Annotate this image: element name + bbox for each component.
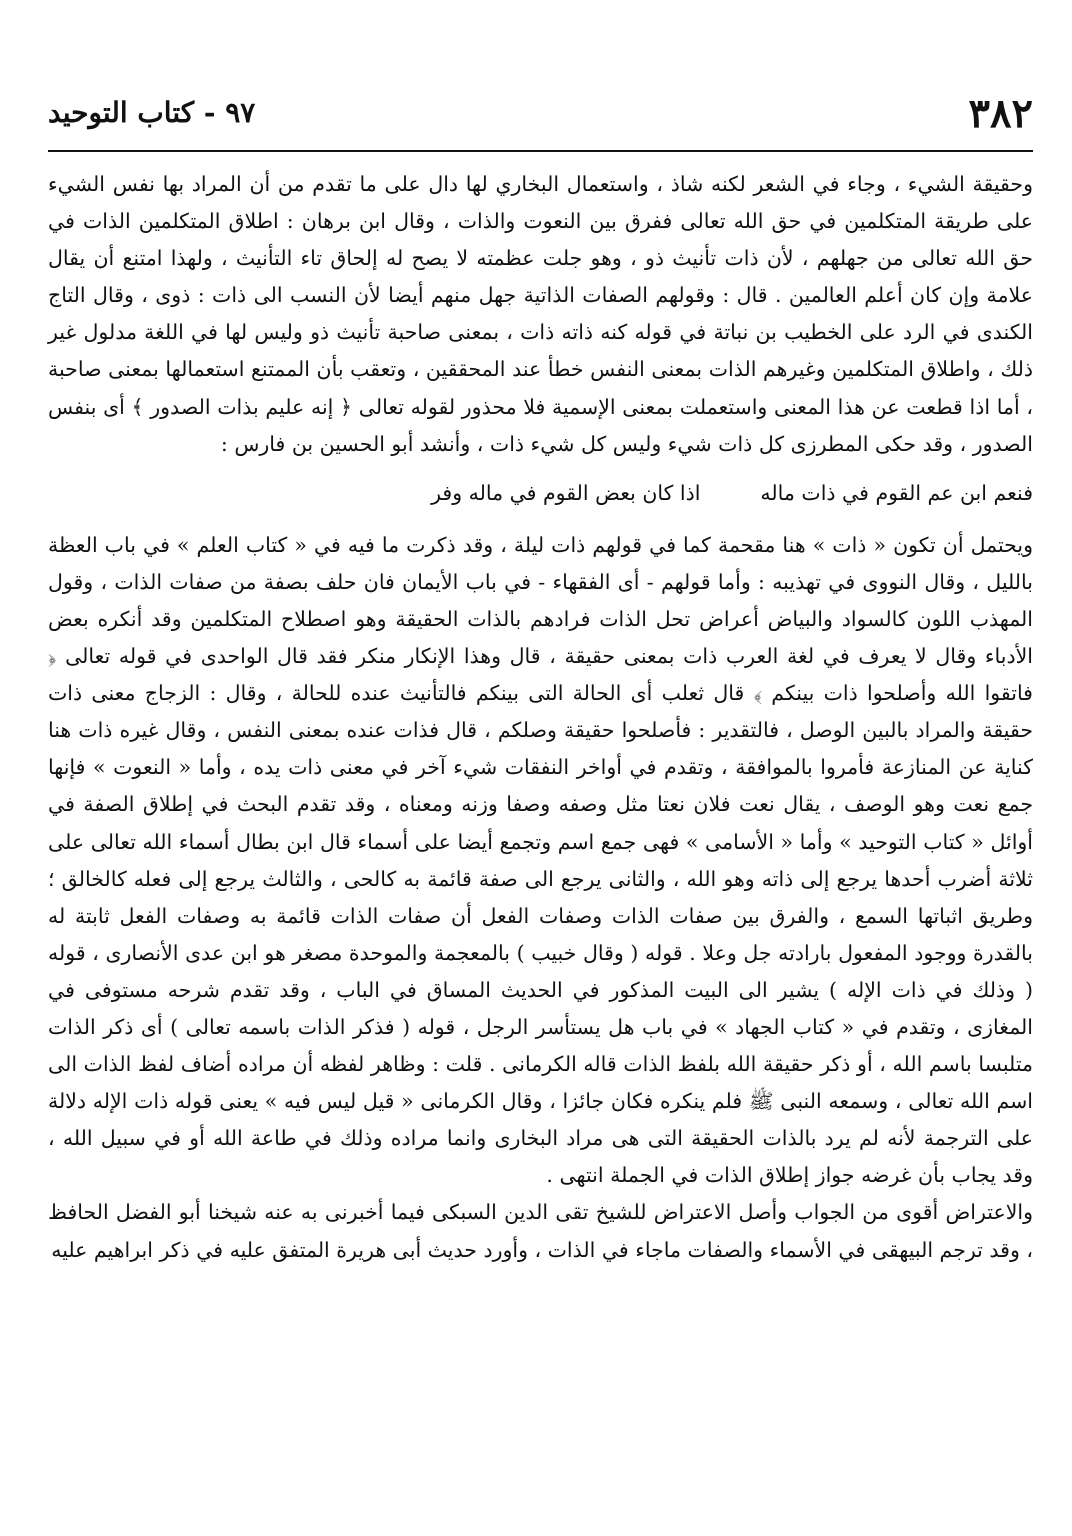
paragraph: والاعتراض أقوى من الجواب وأصل الاعتراض للشيخ تقى الدين السبكى فيما أخبرنى به عنه شيخنا أبو الفضل الحافظ ، وقد ترجم البيهقى في الأسماء والصفات ماجاء في الذات ، وأورد حديث أبى هريرة المتفق عليه في ذكر ابراهيم عليه <box>48 1200 1033 1262</box>
paragraph: ويحتمل أن تكون « ذات » هنا مقحمة كما في قولهم ذات ليلة ، وقد ذكرت ما فيه في « كتاب العلم » في باب العظة بالليل ، وقال النووى في تهذيبه : وأما قولهم - أى الفقهاء - في باب الأيمان فان حلف بصفة من صفات الذات ، وقول المهذب اللون كالسواد والبياض أعراض تحل الذات فرادهم بالذات الحقيقة وهو اصطلاح المتكلمين وقد أنكره بعض الأدباء وقال لا يعرف في لغة العرب ذات بمعنى حقيقة ، قال وهذا الإنكار منكر فقد قال الواحدى في قوله تعالى ﴿ فاتقوا الله وأصلحوا ذات بينكم ﴾ قال ثعلب أى الحالة التى بينكم فالتأنيث عنده للحالة ، وقال : الزجاج معنى ذات حقيقة والمراد بالبين الوصل ، فالتقدير : فأصلحوا حقيقة وصلكم ، قال فذات عنده بمعنى النفس ، وقال غيره ذات هنا كناية عن المنازعة فأمروا بالموافقة ، وتقدم في أواخر النفقات شيء آخر في معنى ذات يده ، وأما « النعوت » فإنها جمع نعت وهو الوصف ، يقال نعت فلان نعتا مثل وصفه وصفا وزنه ومعناه ، وقد تقدم البحث في إطلاق الصفة في أوائل « كتاب التوحيد » وأما « الأسامى » فهى جمع اسم وتجمع أيضا على أسماء قال ابن بطال أسماء الله تعالى على ثلاثة أضرب أحدها يرجع إلى ذاته وهو الله ، والثانى يرجع الى صفة قائمة به كالحى ، والثالث يرجع إلى فعله كالخالق ؛ وطريق اثباتها السمع ، والفرق بين صفات الذات وصفات الفعل أن صفات الذات قائمة به وصفات الفعل ثابتة له بالقدرة ووجود المفعول بارادته جل وعلا . قوله ( وقال خبيب ) بالمعجمة والموحدة مصغر هو ابن عدى الأنصارى ، قوله ( وذلك في ذات الإله ) يشير الى البيت المذكور في الحديث المساق في الباب ، وقد تقدم شرحه مستوفى في المغازى ، وتقدم في « كتاب الجهاد » في باب هل يستأسر الرجل ، قوله ( فذكر الذات باسمه تعالى ) أى ذكر الذات متلبسا باسم الله ، أو ذكر حقيقة الله بلفظ الذات قاله الكرمانى . قلت : وظاهر لفظه أن مراده أضاف لفظ الذات الى اسم الله تعالى ، وسمعه النبى ﷺ فلم ينكره فكان جائزا ، وقال الكرمانى « قيل ليس فيه » يعنى قوله ذات الإله دلالة على الترجمة لأنه لم يرد بالذات الحقيقة التى هى مراد البخارى وانما مراده وذلك في طاعة الله أو في سبيل الله ، وقد يجاب بأن غرضه جواز إطلاق الذات في الجملة انتهى . <box>48 532 1033 1188</box>
page-number: ٣٨٢ <box>968 90 1033 137</box>
poetry-verse <box>48 473 1033 513</box>
page-header <box>48 88 1033 152</box>
verse-second-hemistich: اذا كان بعض القوم في ماله وفر <box>431 480 701 505</box>
verse-first-hemistich: فنعم ابن عم القوم في ذات ماله <box>760 480 1033 505</box>
paragraph: وحقيقة الشيء ، وجاء في الشعر لكنه شاذ ، واستعمال البخاري لها دال على ما تقدم من أن المراد بها نفس الشيء على طريقة المتكلمين في حق الله تعالى ففرق بين النعوت والذات ، وقال ابن برهان : اطلاق المتكلمين الذات في حق الله تعالى من جهلهم ، لأن ذات تأنيث ذو ، وهو جلت عظمته لا يصح له إلحاق تاء التأنيث ، ولهذا امتنع أن يقال علامة وإن كان أعلم العالمين . قال : وقولهم الصفات الذاتية جهل منهم أيضا لأن النسب الى ذات : ذوى ، وقال التاج الكندى في الرد على الخطيب بن نباتة في قوله كنه ذاته ذات ، بمعنى صاحبة تأنيث ذو وليس لها في اللغة مدلول غير ذلك ، واطلاق المتكلمين وغيرهم الذات بمعنى النفس خطأ عند المحققين ، وتعقب بأن الممتنع استعمالها بمعنى صاحبة ، أما اذا قطعت عن هذا المعنى واستعملت بمعنى الإسمية فلا محذور لقوله تعالى ﴿ إنه عليم بذات الصدور ﴾ أى بنفس الصدور ، وقد حكى المطرزى كل ذات شيء وليس كل شيء ذات ، وأنشد أبو الحسين بن فارس : <box>48 172 1033 456</box>
book-page <box>48 88 1033 1508</box>
body-text <box>48 166 1033 1269</box>
running-head: ٩٧ - كتاب التوحيد <box>48 96 256 129</box>
